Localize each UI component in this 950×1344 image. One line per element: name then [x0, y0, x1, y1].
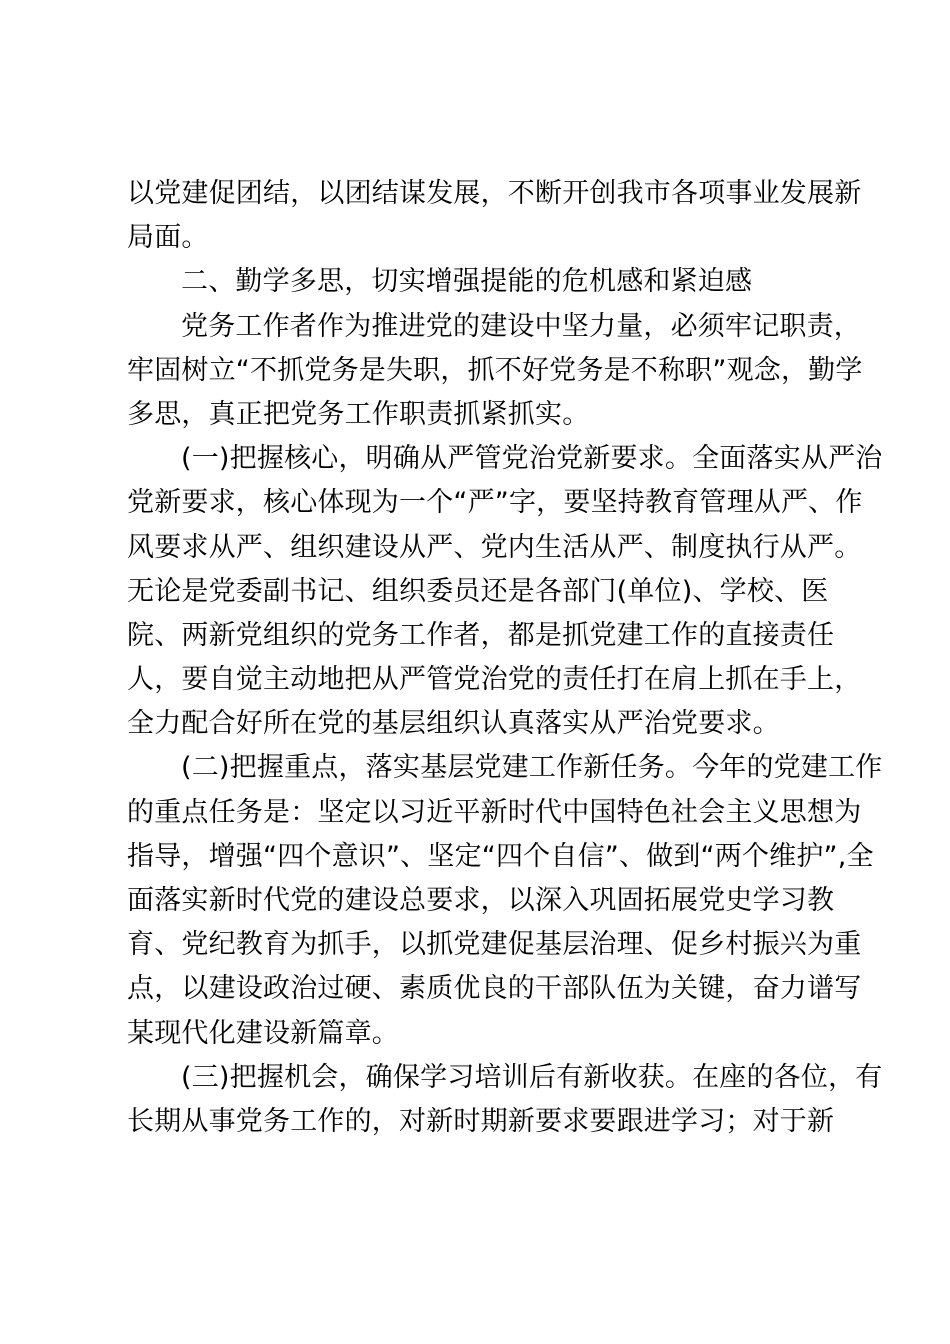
section-heading: 二、勤学多思，切实增强提能的危机感和紧迫感 [181, 266, 753, 298]
text-line: 人，要自觉主动地把从严管党治党的责任打在肩上抓在手上， [127, 664, 862, 696]
text-line: 全力配合好所在党的基层组织认真落实从严治党要求。 [127, 708, 780, 740]
text-line: 牢固树立“不抓党务是失职，抓不好党务是不称职”观念，勤学 [127, 354, 863, 386]
text-line: 党新要求，核心体现为一个“严”字，要坚持教育管理从严、作 [127, 487, 863, 519]
text-line: 局面。 [127, 222, 209, 254]
text-line: 多思，真正把党务工作职责抓紧抓实。 [127, 398, 590, 430]
text-line: 以党建促团结，以团结谋发展，不断开创我市各项事业发展新 [127, 178, 862, 209]
text-line: 点，以建设政治过硬、素质优良的干部队伍为关键，奋力谱写 [127, 973, 862, 1005]
text-line: 某现代化建设新篇章。 [127, 1017, 399, 1049]
subsection-line: (二)把握重点，落实基层党建工作新任务。今年的党建工作 [181, 752, 883, 784]
text-line: 院、两新党组织的党务工作者，都是抓党建工作的直接责任 [127, 619, 835, 651]
document-body [127, 172, 883, 1144]
text-line: 的重点任务是：坚定以习近平新时代中国特色社会主义思想为 [127, 796, 862, 828]
text-line: 无论是党委副书记、组织委员还是各部门(单位)、学校、医 [127, 575, 829, 607]
text-line: 面落实新时代党的建设总要求，以深入巩固拓展党史学习教 [127, 885, 835, 916]
text-line: 风要求从严、组织建设从严、党内生活从严、制度执行从严。 [127, 531, 862, 563]
text-line: 育、党纪教育为抓手，以抓党建促基层治理、促乡村振兴为重 [127, 929, 862, 961]
subsection-line: (一)把握核心，明确从严管党治党新要求。全面落实从严治 [181, 443, 883, 475]
text-line: 长期从事党务工作的，对新时期新要求要跟进学习；对于新 [127, 1105, 835, 1137]
text-line: 指导，增强“四个意识”、坚定“四个自信”、做到“两个维护”,全 [127, 840, 874, 872]
subsection-line: (三)把握机会，确保学习培训后有新收获。在座的各位，有 [181, 1061, 883, 1093]
text-line: 党务工作者作为推进党的建设中坚力量，必须牢记职责， [181, 310, 861, 342]
